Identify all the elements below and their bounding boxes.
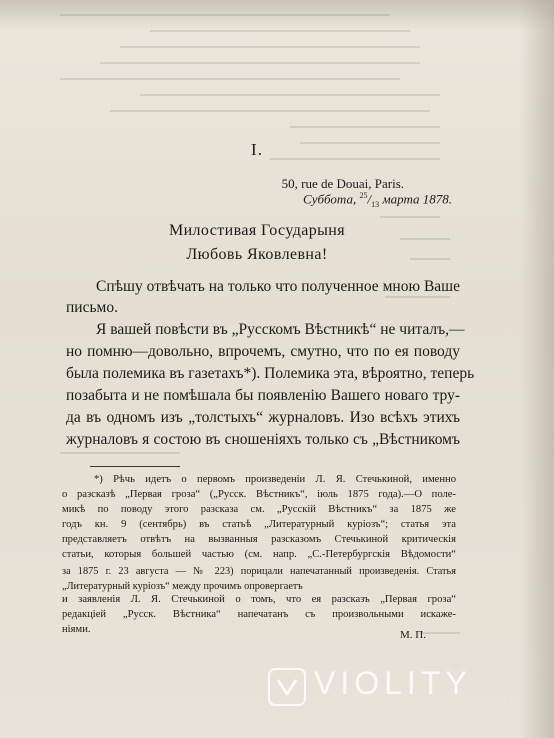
letter-date: Суббота, $^{25}/_{13}$ марта 1878. bbox=[303, 191, 452, 209]
footnote-line: представляетъ отвѣтъ на вызванныя разсказомъ Стечькиной критическія bbox=[62, 534, 456, 545]
footnote-rule bbox=[90, 466, 180, 467]
body-line: письмо. bbox=[66, 299, 118, 316]
body-line: Спѣшу отвѣчать на только что полученное мною Ваше bbox=[96, 278, 460, 295]
footnote-line: редакціей „Русск. Вѣстника“ напечатанъ съ произвольными искаже- bbox=[62, 609, 456, 620]
letter-place: 50, rue de Douai, Paris. bbox=[281, 176, 404, 191]
body-line: журналовъ я состою въ сношеніяхъ только съ „Вѣстникомъ bbox=[66, 431, 460, 448]
footnote-line: статьи, которыя большей частью (см. напр. „С.-Петербургскія Вѣдомости“ bbox=[62, 549, 456, 560]
watermark-text: VIOLITY bbox=[314, 665, 472, 701]
footnote-line: *) Рѣчь идетъ о первомъ произведеніи Л. Я. Стечькиной, именно bbox=[94, 474, 456, 485]
body-line: Я вашей повѣсти въ „Русскомъ Вѣстникѣ“ не читалъ,— bbox=[96, 321, 465, 338]
footnote-line: и заявленія Л. Я. Стечькиной о томъ, что ея разсказъ „Первая гроза“ bbox=[62, 594, 456, 605]
signoff-initials: М. П. bbox=[400, 629, 426, 641]
footnote-line: за 1875 г. 23 августа — № 223) порицали напечатанный произведенія. Статья „Литературный куріозъ“ между прочимъ опровергаетъ bbox=[62, 566, 456, 592]
footnote-line: годъ кн. 9 (сентябрь) въ статьѣ „Литературный куріозъ“; статья эта bbox=[62, 519, 456, 530]
footnote-line: о разсказѣ „Первая гроза“ („Русск. Вѣстникъ“, іюль 1875 года).—О поле- bbox=[62, 489, 456, 500]
footnote-line: ніями. bbox=[62, 624, 91, 635]
date-frac-top: 25 bbox=[359, 191, 368, 200]
date-frac-bottom: 13 bbox=[371, 199, 380, 209]
body-line: но помню—довольно, впрочемъ, смутно, что по ея поводу bbox=[66, 343, 460, 360]
body-line: позабыта и не помѣшала бы появленію Вашего новаго тру- bbox=[66, 387, 460, 404]
salutation-line: Любовь Яковлевна! bbox=[186, 246, 328, 263]
footnote-line: микѣ по поводу этого разсказа см. „Русскій Вѣстникъ“ за 1875 же bbox=[62, 504, 456, 515]
letter-number: I. bbox=[251, 140, 263, 159]
date-prefix: Суббота, bbox=[303, 191, 357, 207]
date-suffix: марта 1878. bbox=[382, 191, 452, 207]
body-line: да въ одномъ изъ „толстыхъ“ журналовъ. Изо всѣхъ этихъ bbox=[66, 409, 460, 426]
salutation-line: Милостивая Государыня bbox=[168, 222, 346, 239]
body-line: была полемика въ газетахъ*). Полемика эта, вѣроятно, теперь bbox=[66, 365, 475, 382]
violity-logo-icon bbox=[268, 668, 306, 706]
